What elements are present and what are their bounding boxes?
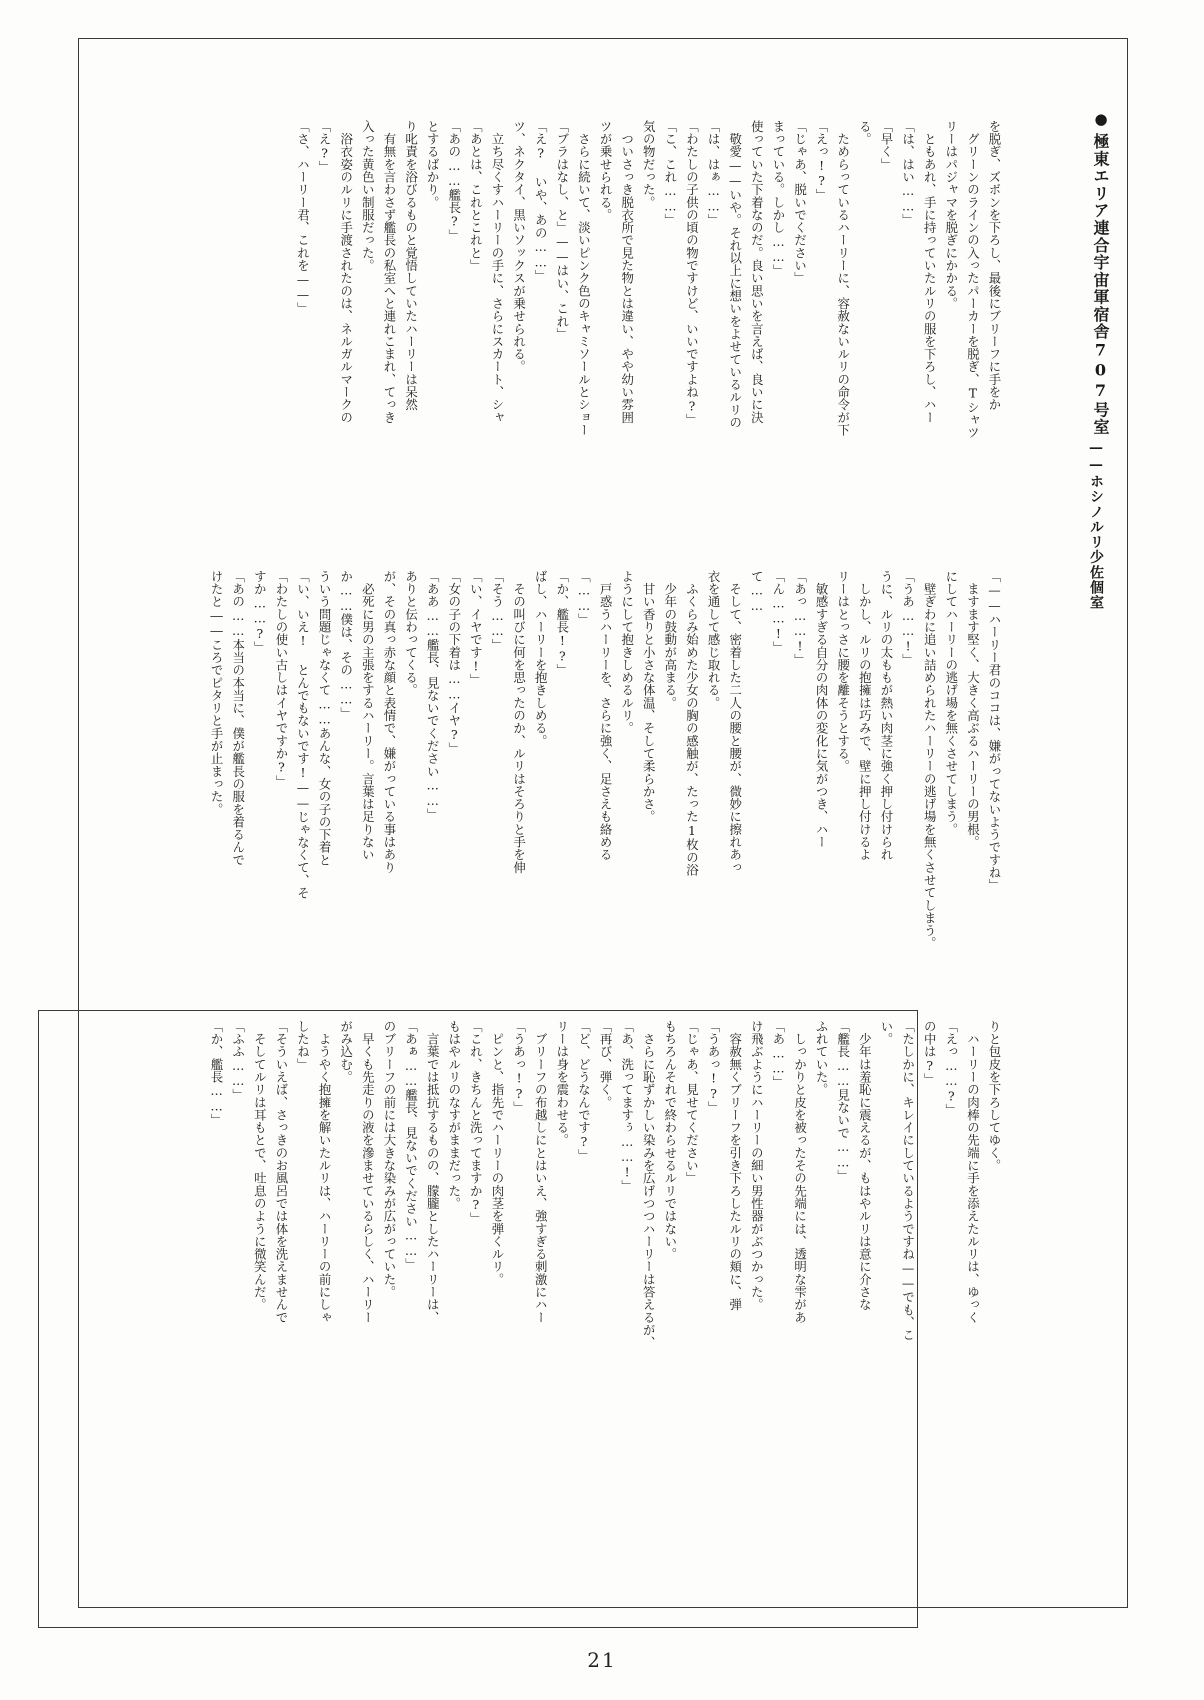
text-column: 「ブラはなし、と」——はい、これ」 — [554, 120, 570, 341]
text-column: がみ込む。 — [338, 1020, 354, 1084]
text-column: 「あの……艦長?」 — [446, 120, 462, 242]
heading-title: 極東エリア連合宇宙軍宿舎707号室 — [1091, 133, 1110, 437]
text-column: ともあれ、手に持っていたルリの服を下ろし、ハー — [922, 120, 938, 424]
text-column: ふれていた。 — [814, 1020, 830, 1096]
text-column: 有無を言わさず艦長の私室へと連れこまれ、てっき — [381, 120, 397, 424]
text-column: そしてルリは耳もとで、吐息のように微笑んだ。 — [252, 1020, 268, 1311]
page-number: 21 — [587, 1648, 617, 1672]
text-column: リーはとっさに腰を離そうとする。 — [835, 570, 851, 773]
text-column: 早くも先走りの液を滲ませているらしく、ハーリー — [360, 1020, 376, 1324]
text-column: 「わたしの使い古しはイヤですか?」 — [273, 570, 289, 788]
text-column: 「そう……」 — [489, 570, 505, 652]
text-column: 「あの……本当の本当に、僕が艦長の服を着るんで — [230, 570, 246, 867]
text-column: 「あぁ……艦長、見ないでください……」 — [403, 1020, 419, 1271]
text-column: い。 — [878, 1020, 894, 1046]
text-column: 戸惑うハーリーを、さらに強く、足さえも絡める — [598, 570, 614, 861]
text-column: ついさっき脱衣所で見た物とは違い、やや幼い雰囲 — [619, 120, 635, 424]
text-column: 「い、イヤです!」 — [468, 570, 484, 687]
heading-subtitle: ——ホシノルリ少佐個室 — [1088, 440, 1104, 611]
text-column: ピンと、指先でハーリーの肉茎を弾くルリ。 — [489, 1020, 505, 1286]
text-column: 「ど、どうなんです?」 — [576, 1020, 592, 1162]
text-column: ハーリーの肉棒の先端に手を添えたルリは、ゆっく — [965, 1020, 981, 1324]
text-column: 「ああ……艦長、見ないでください……」 — [425, 570, 441, 821]
text-column: 「艦長……見ないで……」 — [835, 1020, 851, 1183]
text-column: さらに続いて、淡いピンク色のキャミソールとショー — [576, 120, 592, 437]
text-column: すか……?」 — [252, 570, 268, 654]
text-column: ますます堅く、大きく高ぶるハーリーの男根。 — [965, 570, 981, 849]
text-column: 壁ぎわに追い詰められたハーリーの逃げ場を無くさせてしまう。 — [922, 570, 938, 950]
text-column: 言葉では抵抗するものの、朦朧としたハーリーは、 — [425, 1020, 441, 1324]
text-column: 「あ、洗ってますぅ……!」 — [619, 1020, 635, 1193]
text-column: 浴衣姿のルリに手渡されたのは、ネルガルマークの — [338, 120, 354, 424]
text-column: 「じゃあ、見せてください」 — [684, 1020, 700, 1185]
text-column: ようやく抱擁を解いたルリは、ハーリーの前にしゃ — [317, 1020, 333, 1324]
text-column: 「か、艦長!?」 — [554, 570, 570, 677]
text-column: ツ、ネクタイ、黒いソックスが乗せられる。 — [511, 120, 527, 373]
text-column: グリーンのラインの入ったパーカーを脱ぎ、Tシャツ — [965, 120, 981, 439]
text-column: 「女の子の下着は……イヤ?」 — [446, 570, 462, 755]
text-column: 「えっ……?」 — [943, 1020, 959, 1117]
text-column: る。 — [857, 120, 873, 146]
text-column: 「——ハーリー君のココは、嫌がってないようですね」 — [987, 570, 1002, 892]
text-column: けたと――ころでピタリと手が止まった。 — [209, 570, 225, 816]
text-column: の中は?」 — [922, 1020, 938, 1086]
text-column: ブリーフの布越しにとはいえ、強すぎる刺激にハー — [533, 1020, 549, 1324]
text-column: 「あっ……!」 — [792, 570, 808, 667]
text-column: て…… — [749, 570, 765, 614]
text-column: 「ふふ……」 — [230, 1020, 246, 1102]
text-column: にしてハーリーの逃げ場を無くさせてしまう。 — [943, 570, 959, 836]
text-column: 「うあ……!」 — [900, 570, 916, 667]
text-column: ありと伝わってくる。 — [403, 570, 419, 697]
text-block-a — [291, 120, 1004, 600]
text-column: 「たしかに、キレイにしているようですね——でも、こ — [900, 1020, 916, 1342]
text-column: が、その真っ赤な顔と表情で、嫌がっている事はあり — [381, 570, 397, 874]
text-column: 「これ、きちんと洗ってますか?」 — [468, 1020, 484, 1225]
text-column: 衣を通して感じ取れる。 — [706, 570, 722, 710]
text-column: 入った黄色い制服だった。 — [360, 120, 376, 272]
text-column: まっている。しかし……」 — [770, 120, 786, 277]
text-column: 「は、はい……」 — [900, 120, 916, 227]
text-column: 「え?」 — [317, 120, 333, 174]
text-column: 甘い香りと小さな体温、そして柔らかさ。 — [641, 570, 657, 823]
text-column: を脱ぎ、ズボンを下ろし、最後にブリーフに手をか — [987, 120, 1002, 411]
text-column: さらに恥ずかしい染みを広げつつハーリーは答えるが、 — [641, 1020, 657, 1349]
text-column: 必死に男の主張をするハーリー。言葉は足りない — [360, 570, 376, 861]
text-column: うに、ルリの太ももが熱い肉茎に強く押し付けられ — [878, 570, 894, 861]
text-column: 敏感すぎる自分の肉体の変化に気がつき、ハー — [814, 570, 830, 849]
text-column: そして、密着した二人の腰と腰が、微妙に擦れあっ — [727, 570, 743, 874]
text-column: とするばかり。 — [425, 120, 441, 209]
text-column: もはやルリのなすがままだった。 — [446, 1020, 462, 1210]
text-column: のブリーフの前には大きな染みが広がっていた。 — [381, 1020, 397, 1299]
text-column: 「あとは、これとこれと」 — [468, 120, 484, 272]
text-column: 「さ、ハーリー君、これを——」 — [295, 120, 311, 315]
text-block-b — [204, 570, 1004, 1020]
text-column: ういう問題じゃなくて……あんな、女の子の下着と — [317, 570, 333, 867]
text-column: ツが乗せられる。 — [598, 120, 614, 222]
text-column: 「あ……」 — [770, 1020, 786, 1089]
text-column: 立ち尽くすハーリーの手に、さらにスカート、シャ — [489, 120, 505, 424]
text-column: リーはパジャマを脱ぎにかかる。 — [943, 120, 959, 310]
text-column: りと包皮を下ろしてゆく。 — [987, 1020, 1002, 1172]
text-block-c — [204, 1020, 1004, 1560]
text-column: しかし、ルリの抱擁は巧みで、壁に押し付けるよ — [857, 570, 873, 861]
text-column: 「えっ!?」 — [814, 120, 830, 202]
text-column: 「再び、弾く。 — [598, 1020, 614, 1109]
text-column: リーは身を震わせる。 — [554, 1020, 570, 1147]
text-column: 気の物だった。 — [641, 120, 657, 209]
text-column: 使っていた下着なのだ。良い思いを言えば、良いに決 — [749, 120, 765, 424]
text-column: 「い、いえ! とんでもないです!——じゃなくて、そ — [295, 570, 311, 900]
text-column: ふくらみ始めた少女の胸の感触が、たった1枚の浴 — [684, 570, 700, 877]
text-column: 敬愛——いや。それ以上に想いをよせているルリの — [727, 120, 743, 429]
text-column: 「ん……!」 — [770, 570, 786, 654]
text-column: 「は、はぁ……」 — [706, 120, 722, 227]
text-column: 「か、艦長……」 — [209, 1020, 225, 1127]
text-column: 少年の鼓動が高まる。 — [662, 570, 678, 710]
bullet-icon: ● — [1092, 110, 1110, 130]
text-column: 「こ、これ……」 — [662, 120, 678, 227]
text-column: ばし、ハーリーを抱きしめる。 — [533, 570, 549, 748]
text-column: 「うあっ!?」 — [511, 1020, 527, 1114]
text-column: 「え? いや、あの……」 — [533, 120, 549, 283]
text-column: 「じゃあ、脱いでください」 — [792, 120, 808, 285]
text-column: したね」 — [295, 1020, 311, 1071]
text-column: 「うあっ!?」 — [706, 1020, 722, 1114]
text-column: ようにして抱きしめるルリ。 — [619, 570, 635, 735]
section-heading — [1083, 110, 1114, 610]
text-column: その叫びに何を思ったのか、ルリはそろりと手を伸 — [511, 570, 527, 874]
text-column: もちろんそれで終わらせるルリではない。 — [662, 1020, 678, 1261]
text-column: 「わたしの子供の頃の物ですけど、いいですよね?」 — [684, 120, 700, 427]
text-column: ためらっているハーリーに、容赦ないルリの命令が下 — [835, 120, 851, 437]
text-column: け飛ぶようにハーリーの細い男性器がぶつかった。 — [749, 1020, 765, 1311]
text-column: 「……」 — [576, 570, 592, 626]
text-column: 「早く」 — [878, 120, 894, 171]
text-column: か……僕は、その……」 — [338, 570, 354, 720]
text-column: 容赦無くブリーフを引き下ろしたルリの頬に、弾 — [727, 1020, 743, 1311]
text-column: 「そういえば、さっきのお風呂では体を洗えませんで — [273, 1020, 289, 1324]
text-column: り叱責を浴びるものと覚悟していたハーリーは呆然 — [403, 120, 419, 411]
text-column: 少年は羞恥に震えるが、もはやルリは意に介さな — [857, 1020, 873, 1311]
text-column: しっかりと皮を被ったその先端には、透明な雫があ — [792, 1020, 808, 1324]
